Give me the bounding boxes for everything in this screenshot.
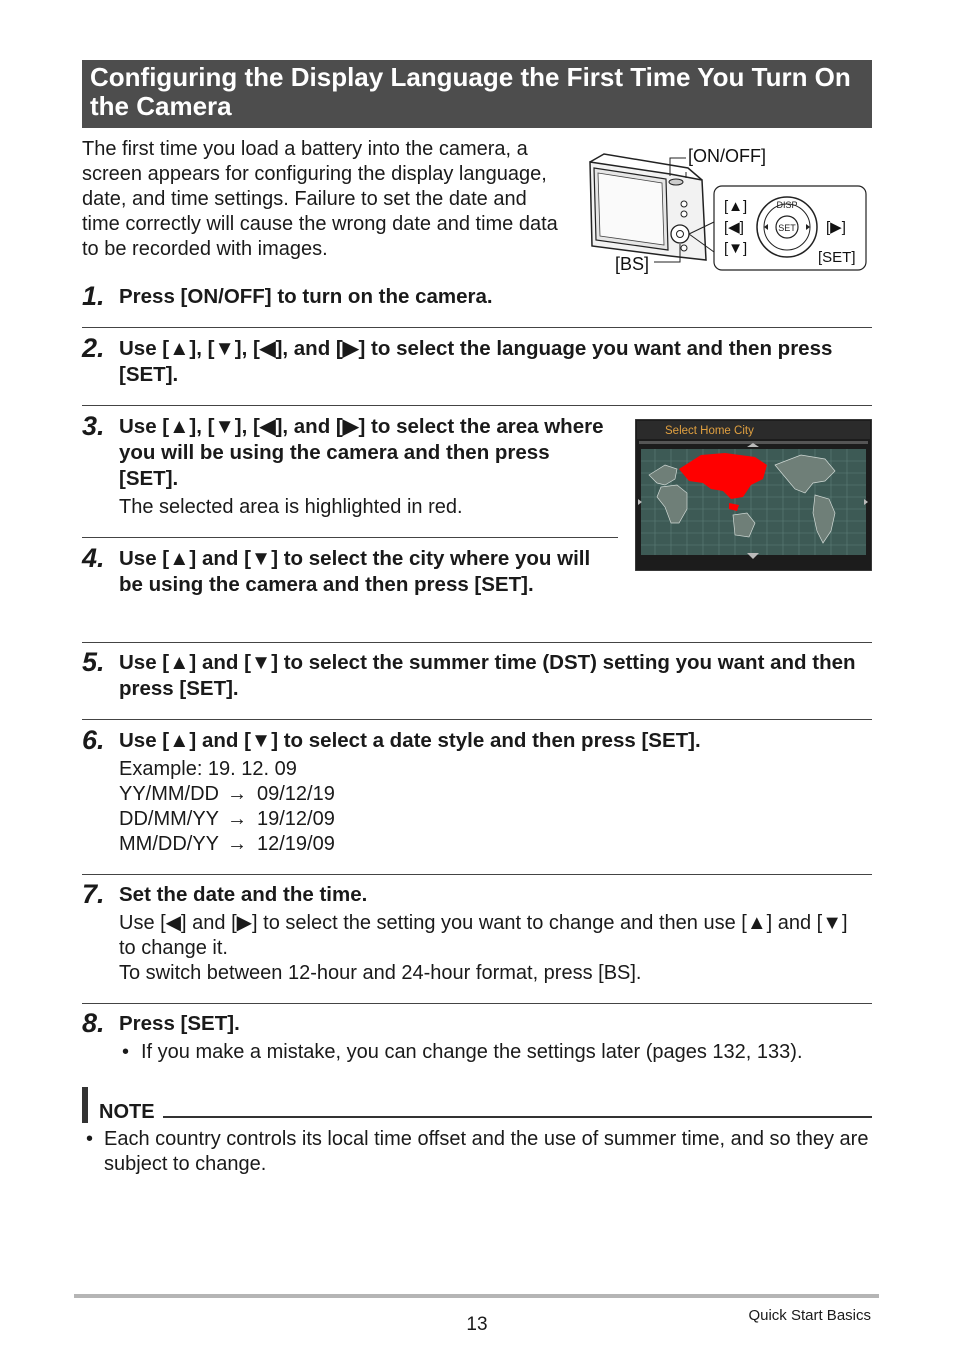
left-label: [◀] bbox=[724, 219, 744, 236]
step-3-number: 3. bbox=[82, 411, 105, 441]
note-bullet: • bbox=[86, 1128, 94, 1150]
arrow-right-icon: → bbox=[227, 808, 247, 830]
step-4-number: 4. bbox=[82, 543, 105, 573]
divider bbox=[82, 327, 872, 328]
step-5-number: 5. bbox=[82, 647, 105, 677]
date-format-row bbox=[119, 832, 335, 857]
section-title-bar bbox=[82, 60, 872, 128]
step-7-title: Set the date and the time. bbox=[119, 883, 368, 906]
step-2-number: 2. bbox=[82, 333, 105, 363]
set-label: [SET] bbox=[818, 249, 856, 266]
on-off-label: [ON/OFF] bbox=[688, 146, 766, 166]
dial-set-text: SET bbox=[778, 223, 796, 233]
camera-body-illustration bbox=[590, 154, 706, 260]
camera-diagram bbox=[584, 142, 872, 276]
right-label: [▶] bbox=[826, 219, 846, 236]
note-label: NOTE bbox=[99, 1101, 155, 1123]
select-home-city-screen bbox=[635, 419, 872, 571]
step-7-number: 7. bbox=[82, 879, 105, 909]
date-format-name: YY/MM/DD bbox=[119, 783, 219, 805]
divider bbox=[82, 537, 618, 538]
date-format-result: 19/12/09 bbox=[257, 808, 335, 830]
step-2-title: Use [▲], [▼], [◀], and [▶] to select the language you want and then press [SET]. bbox=[119, 337, 833, 386]
divider bbox=[82, 1003, 872, 1004]
down-label: [▼] bbox=[724, 240, 748, 257]
step-8-number: 8. bbox=[82, 1008, 105, 1038]
divider bbox=[82, 874, 872, 875]
step-1-number: 1. bbox=[82, 281, 105, 311]
footer-rule bbox=[74, 1294, 879, 1298]
up-label: [▲] bbox=[724, 198, 748, 215]
note-text: Each country controls its local time offset and the use of summer time, and so they are subject to change. bbox=[104, 1128, 869, 1175]
step-3-body: The selected area is highlighted in red. bbox=[119, 496, 463, 518]
step-4-title: Use [▲] and [▼] to select the city where you will be using the camera and then press [SET]. bbox=[119, 547, 591, 596]
step-6-example: Example: 19. 12. 09 bbox=[119, 758, 297, 780]
divider bbox=[82, 642, 872, 643]
step-1-title: Press [ON/OFF] to turn on the camera. bbox=[119, 285, 493, 308]
step-8-bullet: • bbox=[122, 1041, 130, 1063]
date-format-result: 09/12/19 bbox=[257, 783, 335, 805]
step-7-body-2: To switch between 12-hour and 24-hour format, press [BS]. bbox=[119, 962, 642, 984]
intro-paragraph: The first time you load a battery into the camera, a screen appears for configuring the display language, date, and time settings. Failure to set the date and time correctly will cause the wrong date and time data to be recorded with images. bbox=[82, 138, 558, 260]
date-format-name: DD/MM/YY bbox=[119, 808, 219, 830]
footer-section-title: Quick Start Basics bbox=[748, 1307, 871, 1324]
arrow-right-icon: → bbox=[227, 833, 247, 855]
page-number: 13 bbox=[466, 1314, 488, 1335]
date-format-row bbox=[119, 782, 335, 807]
control-dial-icon bbox=[757, 197, 817, 257]
note-rule bbox=[163, 1116, 872, 1118]
date-format-result: 12/19/09 bbox=[257, 833, 335, 855]
step-3-title: Use [▲], [▼], [◀], and [▶] to select the area where you will be using the camera and then press [SET]. bbox=[119, 415, 604, 490]
screen-header-text: Select Home City bbox=[665, 425, 754, 437]
step-8-title: Press [SET]. bbox=[119, 1012, 240, 1035]
divider bbox=[82, 719, 872, 720]
step-6-number: 6. bbox=[82, 725, 105, 755]
step-8-bullet-text: If you make a mistake, you can change the settings later (pages 132, 133). bbox=[141, 1041, 803, 1063]
dial-disp-text: DISP bbox=[776, 200, 798, 210]
date-format-row bbox=[119, 807, 335, 832]
divider bbox=[82, 405, 872, 406]
step-5-title: Use [▲] and [▼] to select the summer time (DST) setting you want and then press [SET]. bbox=[119, 651, 856, 700]
step-7-body: Use [◀] and [▶] to select the setting you want to change and then use [▲] and [▼] to change it. bbox=[119, 912, 848, 959]
arrow-right-icon: → bbox=[227, 783, 247, 805]
page-title: Configuring the Display Language the First Time You Turn On the Camera bbox=[90, 62, 851, 121]
date-format-name: MM/DD/YY bbox=[119, 833, 219, 855]
bs-label: [BS] bbox=[615, 254, 650, 274]
step-6-title: Use [▲] and [▼] to select a date style and then press [SET]. bbox=[119, 729, 701, 752]
note-marker bbox=[82, 1087, 88, 1123]
